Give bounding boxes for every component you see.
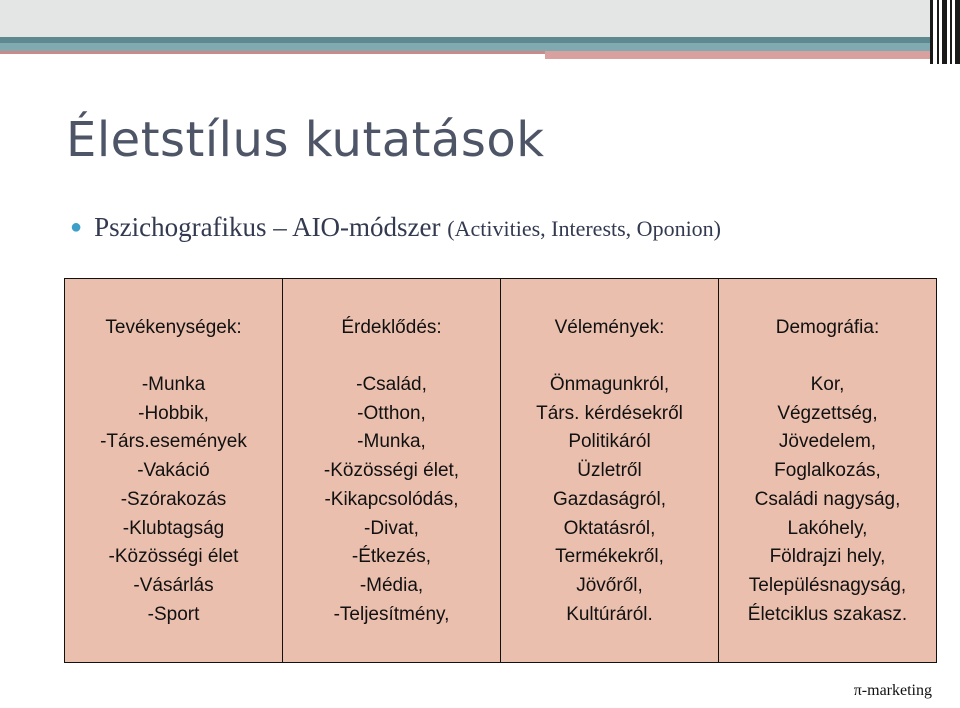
list-item: Jövőről,: [576, 574, 643, 596]
list-item: -Hobbik,: [138, 402, 209, 424]
list-item: Lakóhely,: [787, 517, 868, 539]
list-item: -Étkezés,: [351, 546, 432, 568]
table-column-opinions: [500, 279, 718, 662]
list-item: Kultúráról.: [566, 603, 653, 625]
edge-line: [937, 0, 939, 64]
bullet-main-text: Pszichografikus – AIO-módszer: [94, 212, 441, 242]
list-item: -Sport: [147, 603, 200, 625]
list-item: Életciklus szakasz.: [747, 603, 908, 625]
edge-line: [942, 0, 947, 64]
list-item: -Társ.események: [100, 431, 247, 453]
column-header: Érdeklődés:: [341, 317, 442, 338]
list-item: -Média,: [359, 574, 424, 596]
list-item: -Közösségi élet: [108, 546, 239, 568]
header-stripe-teal: [0, 43, 930, 51]
list-item: Jövedelem,: [778, 431, 877, 453]
list-item: Kor,: [810, 374, 845, 395]
list-item: -Klubtagság: [122, 517, 225, 539]
footer-brand: π-marketing: [853, 682, 932, 699]
aio-table: [64, 278, 937, 663]
column-header: Vélemények:: [554, 317, 665, 338]
list-item: Családi nagyság,: [754, 488, 901, 510]
list-item: -Vakáció: [137, 460, 210, 482]
list-item: -Teljesítmény,: [333, 603, 450, 625]
list-item: -Munka: [141, 374, 206, 395]
edge-line: [930, 0, 933, 64]
list-item: -Közösségi élet,: [323, 460, 460, 482]
list-item: -Munka,: [357, 431, 426, 453]
column-body: [748, 371, 907, 629]
list-item: -Család,: [356, 374, 427, 395]
bullet-item: [70, 212, 721, 243]
list-item: -Vásárlás: [133, 574, 214, 596]
list-item: Településnagyság,: [748, 574, 907, 596]
list-item: Végzettség,: [777, 402, 878, 424]
list-item: Földrajzi hely,: [769, 546, 886, 568]
table-column-activities: [65, 279, 282, 662]
list-item: Foglalkozás,: [774, 460, 881, 482]
list-item: Önmagunkról,: [549, 374, 670, 395]
list-item: -Szórakozás: [120, 488, 227, 510]
list-item: -Otthon,: [357, 402, 426, 424]
header-stripe-rose: [545, 51, 930, 59]
column-body: [536, 371, 683, 629]
list-item: Politikáról: [568, 431, 651, 453]
list-item: Oktatásról,: [563, 517, 656, 539]
edge-line: [955, 0, 960, 64]
bullet-dot-icon: ●: [70, 216, 83, 238]
header-band: [0, 0, 930, 37]
list-item: Üzletről: [577, 460, 642, 482]
table-column-interests: [282, 279, 500, 662]
list-item: Termékekről,: [555, 546, 664, 568]
header-stripe-rose-thin: [0, 51, 545, 54]
bullet-sub-text: (Activities, Interests, Oponion): [447, 216, 722, 241]
column-header: Tevékenységek:: [105, 317, 242, 338]
slide-title: Életstílus kutatások: [66, 112, 545, 168]
list-item: Társ. kérdésekről: [536, 402, 683, 424]
column-body: [324, 371, 459, 629]
list-item: Gazdaságról,: [552, 488, 666, 510]
edge-line: [950, 0, 952, 64]
list-item: -Divat,: [364, 517, 419, 539]
table-column-demographics: [718, 279, 936, 662]
column-header: Demográfia:: [775, 317, 880, 338]
list-item: -Kikapcsolódás,: [324, 488, 459, 510]
column-body: [100, 371, 247, 629]
